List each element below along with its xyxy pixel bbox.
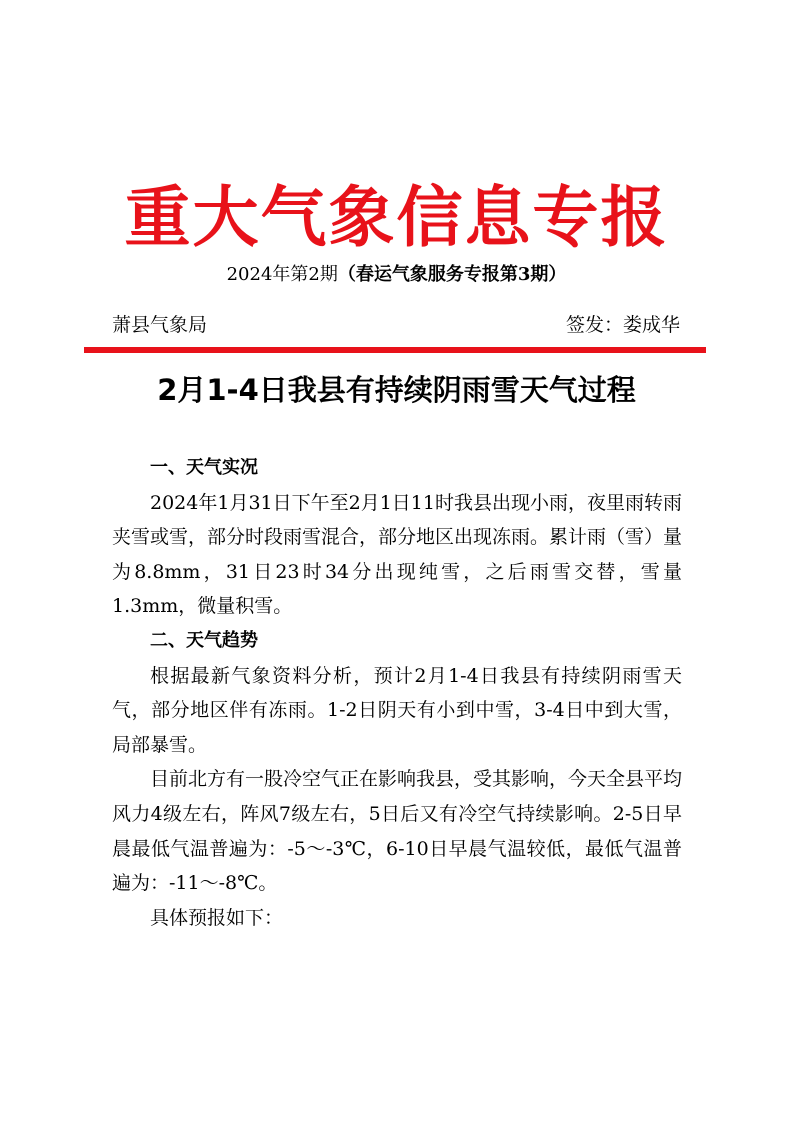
section-heading: 二、天气趋势: [150, 629, 258, 651]
issue-line: [0, 263, 793, 287]
signer-name: 签发：娄成华: [565, 314, 680, 336]
section-paragraph: 根据最新气象资料分析，预计2月1-4日我县有持续阴雨雪天气，部分地区伴有冻雨。1-2日阴天有小到中雪，3-4日中到大雪，局部暴雪。: [112, 664, 682, 756]
issue-subtitle: （春运气象服务专报第3期）: [337, 264, 567, 285]
issue-number: 2024年第2期: [226, 264, 338, 285]
section-heading: 一、天气实况: [150, 457, 258, 478]
red-divider: [84, 347, 706, 353]
issuer-name: 萧县气象局: [112, 314, 208, 336]
report-headline: 重大气象信息专报: [124, 179, 669, 256]
section-paragraph: 2024年1月31日下午至2月1日11时我县出现小雨，夜里雨转雨夹雪或雪，部分时段雨雪混合，部分地区出现冻雨。累计雨（雪）量为8.8mm，31日23时34分出现纯雪，之后雨雪交替，雪量1.3mm，微量积雪。: [112, 491, 683, 618]
document-body: [112, 451, 682, 935]
document-title: 2月1-4日我县有持续阴雨雪天气过程: [157, 373, 636, 407]
section-paragraph: 目前北方有一股冷空气正在影响我县，受其影响，今天全县平均风力4级左右，阵风7级左右，5日后又有冷空气持续影响。2-5日早晨最低气温普遍为：-5～-3℃，6-10日早晨气温较低，最低气温普遍为：-11～-8℃。: [112, 768, 683, 895]
section-paragraph: 具体预报如下：: [150, 906, 284, 929]
